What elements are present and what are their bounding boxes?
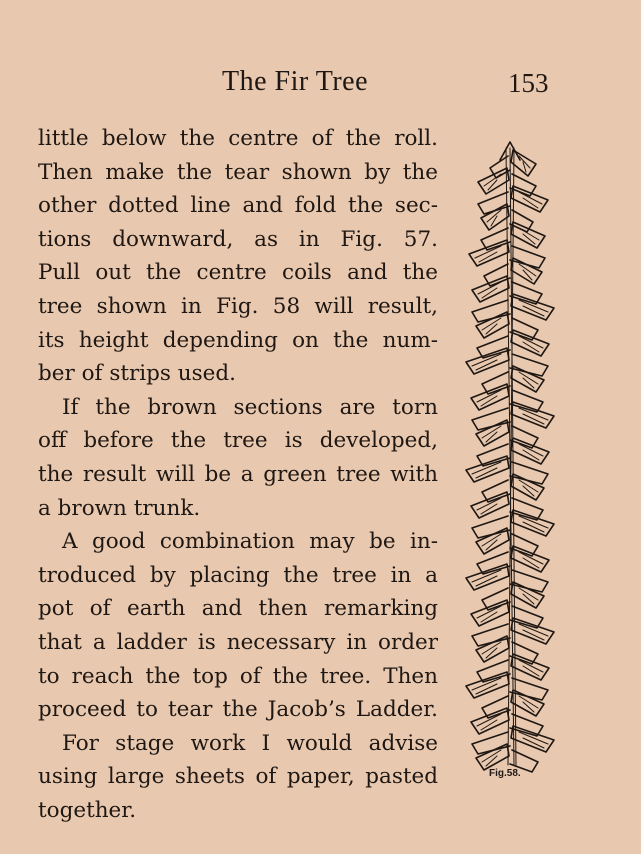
body-text (38, 122, 438, 827)
text-line: little below the centre of the roll. (38, 126, 438, 151)
paper-fir-tree-illustration-icon (455, 140, 565, 780)
text-line: Pull out the centre coils and the (38, 260, 438, 286)
figure-label: Fig.58. (489, 768, 521, 779)
text-line: the result will be a green tree with (38, 461, 438, 487)
text-line: For stage work I would advise (62, 730, 438, 756)
text-line: proceed to tear the Jacob’s Ladder. (38, 697, 438, 723)
text-line: pot of earth and then remarking (38, 596, 438, 622)
text-line: to reach the top of the tree. Then (38, 663, 438, 689)
text-line: together. (38, 797, 137, 823)
text-line: that a ladder is necessary in order (38, 629, 438, 655)
text-line: troduced by placing the tree in a (38, 562, 438, 588)
running-title: The Fir Tree (222, 66, 368, 97)
text-line: tree shown in Fig. 58 will result, (38, 293, 438, 319)
text-line: using large sheets of paper, pasted (38, 764, 438, 790)
text-line: A good combination may be in- (62, 529, 438, 555)
text-line: ber of strips used. (38, 361, 236, 387)
text-line: its height depending on the num- (38, 327, 438, 353)
text-line: other dotted line and fold the sec- (38, 193, 438, 219)
page-number: 153 (508, 68, 549, 98)
text-line: a brown trunk. (38, 495, 201, 521)
text-line: If the brown sections are torn (62, 394, 438, 420)
text-line: off before the tree is developed, (38, 428, 438, 454)
text-line: Then make the tear shown by the (38, 159, 438, 185)
text-line: tions downward, as in Fig. 57. (38, 226, 438, 252)
